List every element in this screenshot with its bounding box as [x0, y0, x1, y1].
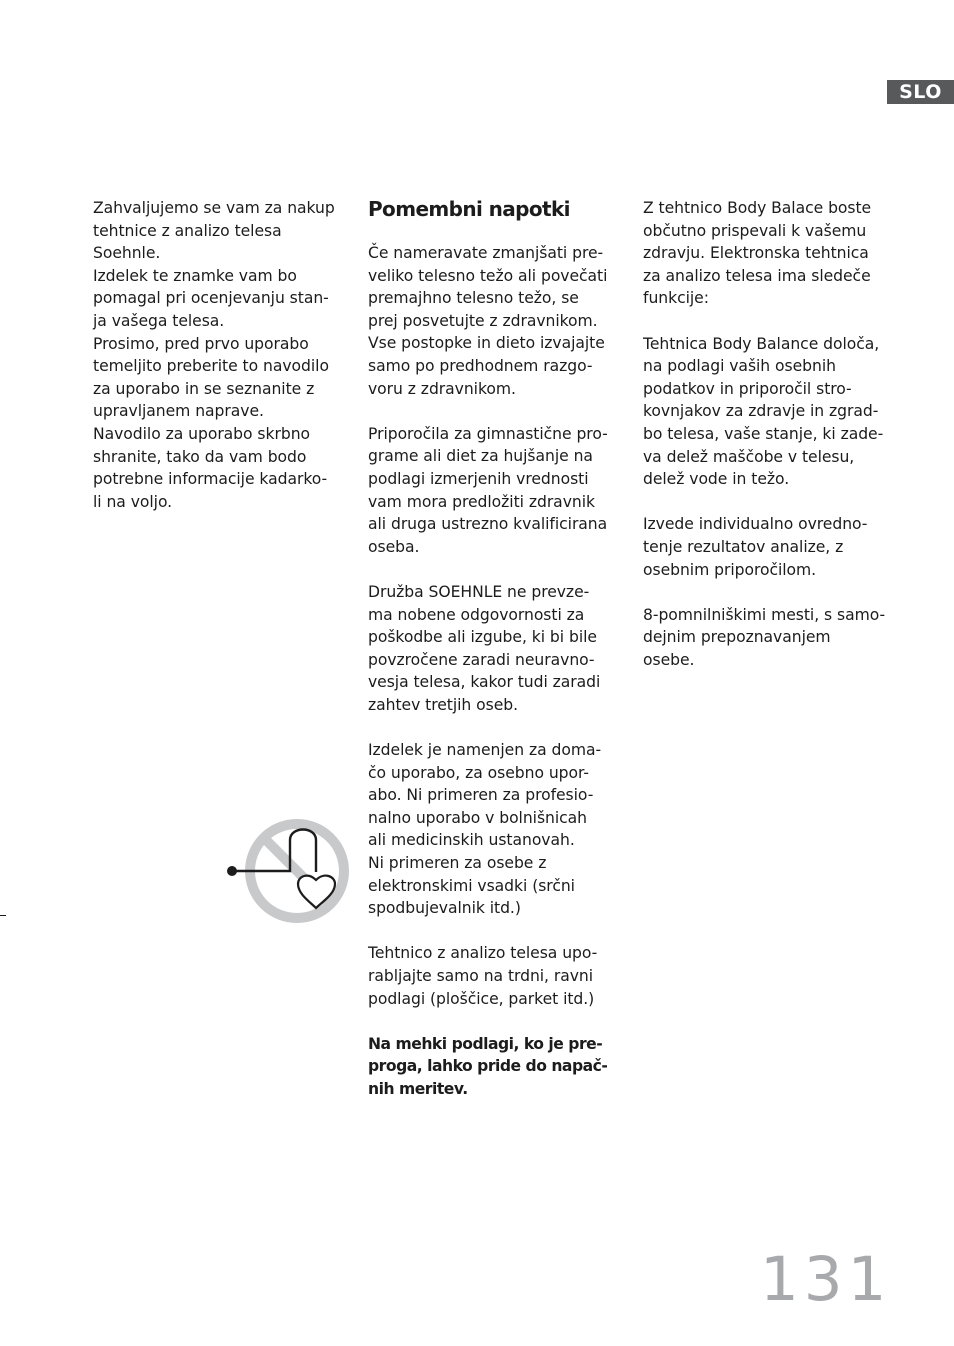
intro-column	[93, 197, 345, 513]
language-badge: SLO	[887, 80, 954, 104]
note-paragraph-intended-use: Izdelek je namenjen za doma- čo uporabo, za osebno upor- abo. Ni primeren za profesio- nalno uporabo v bolnišnicah ali medicinskih ustanovah. Ni primeren za osebe z elektronskimi vsadki (srčni spodbujevalnik itd.)	[368, 741, 602, 918]
feature-paragraph-intro: Z tehtnico Body Balace boste občutno prispevali k vašemu zdravju. Elektronska tehtnica za analizo telesa ima sledeče funkcije:	[643, 199, 872, 308]
feature-paragraph-analysis: Tehtnica Body Balance določa, na podlagi vaših osebnih podatkov in priporočil stro- kovnjakov za zdravje in zgrad- bo telesa, vaše stanje, ki zade- va delež maščobe v telesu, delež vode in težo.	[643, 334, 884, 489]
important-notes-column	[368, 197, 620, 1123]
note-paragraph-surface: Tehtnico z analizo telesa upo- rabljajte samo na trdni, ravni podlagi (ploščice, parket itd.)	[368, 944, 598, 1008]
section-heading: Pomembni napotki	[368, 197, 570, 221]
page-number: 131	[760, 1244, 892, 1315]
features-column	[643, 197, 895, 694]
note-paragraph-recommendations: Priporočila za gimnastične pro- grame ali diet za hujšanje na podlagi izmerjenih vrednosti vam mora predložiti zdravnik ali druga ustrezno kvalificirana oseba.	[368, 424, 608, 556]
crop-mark	[0, 915, 6, 916]
feature-paragraph-evaluation: Izvede individualno ovredno- tenje rezultatov analize, z osebnim priporočilom.	[643, 515, 868, 579]
note-paragraph-weight: Če nameravate zmanjšati pre- veliko telesno težo ali povečati premajhno telesno težo, se prej posvetujte z zdravnikom. Vse postopke in dieto izvajajte samo po predhodnem razgo- voru z zdravnikom.	[368, 244, 608, 398]
intro-paragraph: Zahvaljujemo se vam za nakup tehtnice z analizo telesa Soehnle. Izdelek te znamke vam bo pomagal pri ocenjevanju stan- ja vašega telesa. Prosimo, pred prvo uporabo temeljito preberite to navodilo za uporabo in se seznanite z upravljanem naprave. Navodilo za uporabo skrbno shranite, tako da vam bodo potrebne informacije kadarko- li na voljo.	[93, 199, 335, 511]
feature-paragraph-memory: 8-pomnilniškimi mesti, s samo- dejnim prepoznavanjem osebe.	[643, 605, 886, 669]
note-paragraph-liability: Družba SOEHNLE ne prevze- ma nobene odgovornosti za poškodbe ali izgube, ki bi bile povzročene zaradi neuravno- vesja telesa, kakor tudi zaradi zahtev tretjih oseb.	[368, 582, 601, 714]
soft-surface-warning: Na mehki podlagi, ko je pre- proga, lahko pride do napač- nih meritev.	[368, 1034, 608, 1098]
no-pacemaker-icon	[224, 816, 352, 926]
